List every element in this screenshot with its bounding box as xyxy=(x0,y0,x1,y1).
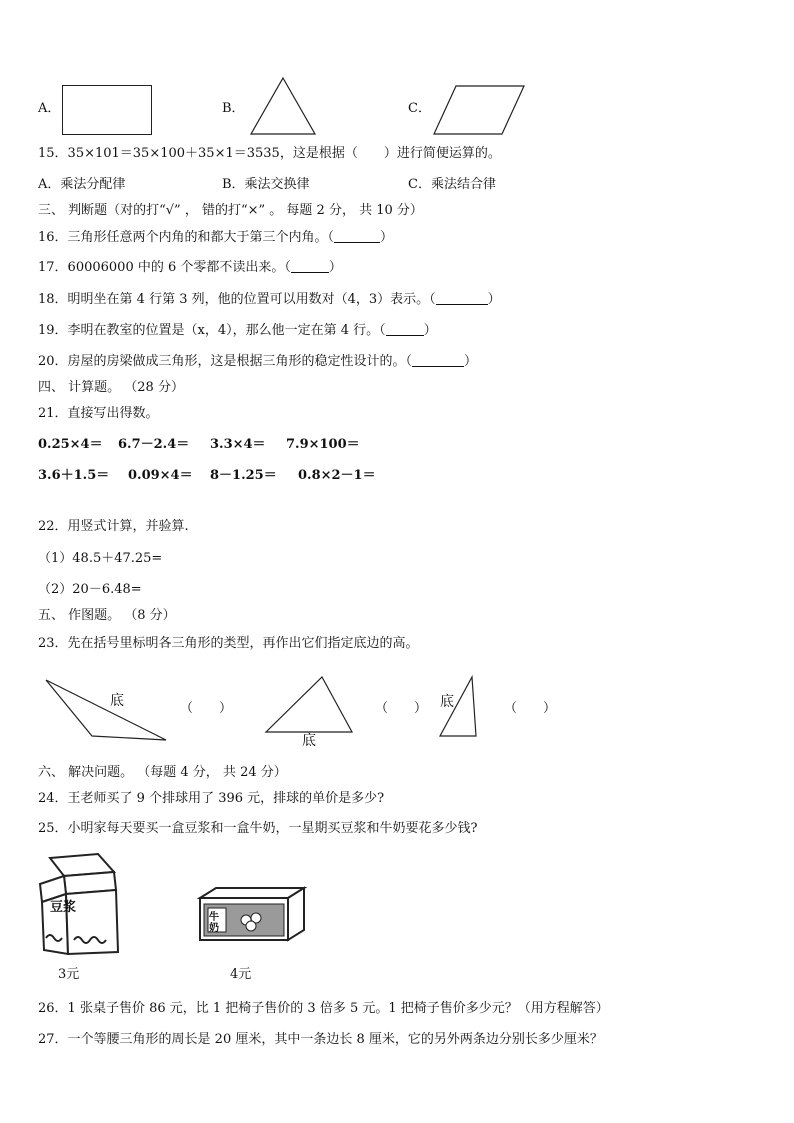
calc-item: 7.9×100＝ xyxy=(286,437,360,452)
question-21: 21．直接写出得数。 xyxy=(38,406,159,421)
question-22: 22．用竖式计算，并验算. xyxy=(38,519,189,534)
calc-item: 0.8×2－1＝ xyxy=(298,468,376,483)
section-3-heading: 三、 判断题（对的打“√” ， 错的打“×” 。 每题 2 分， 共 10 分） xyxy=(38,203,423,218)
answer-blank[interactable] xyxy=(386,323,424,336)
calc-item: 6.7－2.4＝ xyxy=(118,437,190,452)
calc-item: 0.09×4＝ xyxy=(128,468,193,483)
question-24: 24．王老师买了 9 个排球用了 396 元，排球的单价是多少? xyxy=(38,791,385,806)
soy-milk-price: 3元 xyxy=(58,967,80,982)
rectangle-shape xyxy=(62,85,152,135)
question-25: 25．小明家每天要买一盒豆浆和一盒牛奶，一星期买豆浆和牛奶要花多少钱? xyxy=(38,821,478,836)
question-22-2: （2）20－6.48= xyxy=(38,582,142,597)
question-20: 20．房屋的房梁做成三角形，这是根据三角形的稳定性设计的。（ ） xyxy=(38,354,478,369)
acute-triangle-figure xyxy=(262,674,358,736)
section-6-heading: 六、 解决问题。 （每题 4 分， 共 24 分） xyxy=(38,765,287,780)
option-b-label: B． xyxy=(222,101,245,116)
parallelogram-shape xyxy=(432,84,528,136)
question-23: 23．先在括号里标明各三角形的类型，再作出它们指定底边的高。 xyxy=(38,636,419,651)
question-15: 15．35×101＝35×100＋35×1＝3535，这是根据（ ）进行简便运算的。 xyxy=(38,146,501,161)
obtuse-triangle-figure xyxy=(40,676,172,746)
calc-item: 8－1.25＝ xyxy=(210,468,277,483)
q15-option-c: C．乘法结合律 xyxy=(408,177,496,192)
type-answer-paren[interactable]: （ ） xyxy=(180,701,233,716)
milk-box-label: 牛奶 xyxy=(209,912,219,934)
question-27: 27．一个等腰三角形的周长是 20 厘米，其中一条边长 8 厘米，它的另外两条边分别长多少厘米？ xyxy=(38,1032,603,1047)
triangle-shape xyxy=(248,76,318,136)
answer-blank[interactable] xyxy=(412,354,464,367)
base-label: 底 xyxy=(302,733,316,749)
option-c-label: C． xyxy=(408,101,431,116)
question-22-1: （1）48.5＋47.25= xyxy=(38,551,163,566)
answer-blank[interactable] xyxy=(436,292,488,305)
answer-blank[interactable] xyxy=(334,230,380,243)
question-16: 16．三角形任意两个内角的和都大于第三个内角。（ ） xyxy=(38,230,394,245)
base-label: 底 xyxy=(440,694,454,710)
question-26: 26．1 张桌子售价 86 元，比 1 把椅子售价的 3 倍多 5 元。1 把椅子售价多少元？（用方程解答） xyxy=(38,1001,609,1016)
question-19: 19．李明在教室的位置是（x，4），那么他一定在第 4 行。（ ） xyxy=(38,323,437,338)
soy-milk-carton-icon xyxy=(36,850,122,960)
option-a-label: A． xyxy=(38,101,61,116)
section-4-heading: 四、 计算题。 （28 分） xyxy=(38,380,184,395)
q15-option-b: B．乘法交换律 xyxy=(222,177,310,192)
q15-option-a: A．乘法分配律 xyxy=(38,177,126,192)
calc-item: 3.3×4＝ xyxy=(210,437,266,452)
section-5-heading: 五、 作图题。 （8 分） xyxy=(38,608,176,623)
question-18: 18．明明坐在第 4 行第 3 列，他的位置可以用数对（4，3）表示。（ ） xyxy=(38,292,501,307)
base-label: 底 xyxy=(110,693,124,709)
soy-box-label: 豆浆 xyxy=(50,900,77,915)
milk-price: 4元 xyxy=(230,967,252,982)
calc-item: 3.6＋1.5＝ xyxy=(38,468,110,483)
type-answer-paren[interactable]: （ ） xyxy=(375,701,428,716)
type-answer-paren[interactable]: （ ） xyxy=(504,701,557,716)
question-17: 17．60006000 中的 6 个零都不读出来。（ ） xyxy=(38,260,342,275)
answer-blank[interactable] xyxy=(291,260,329,273)
calc-item: 0.25×4＝ xyxy=(38,437,103,452)
